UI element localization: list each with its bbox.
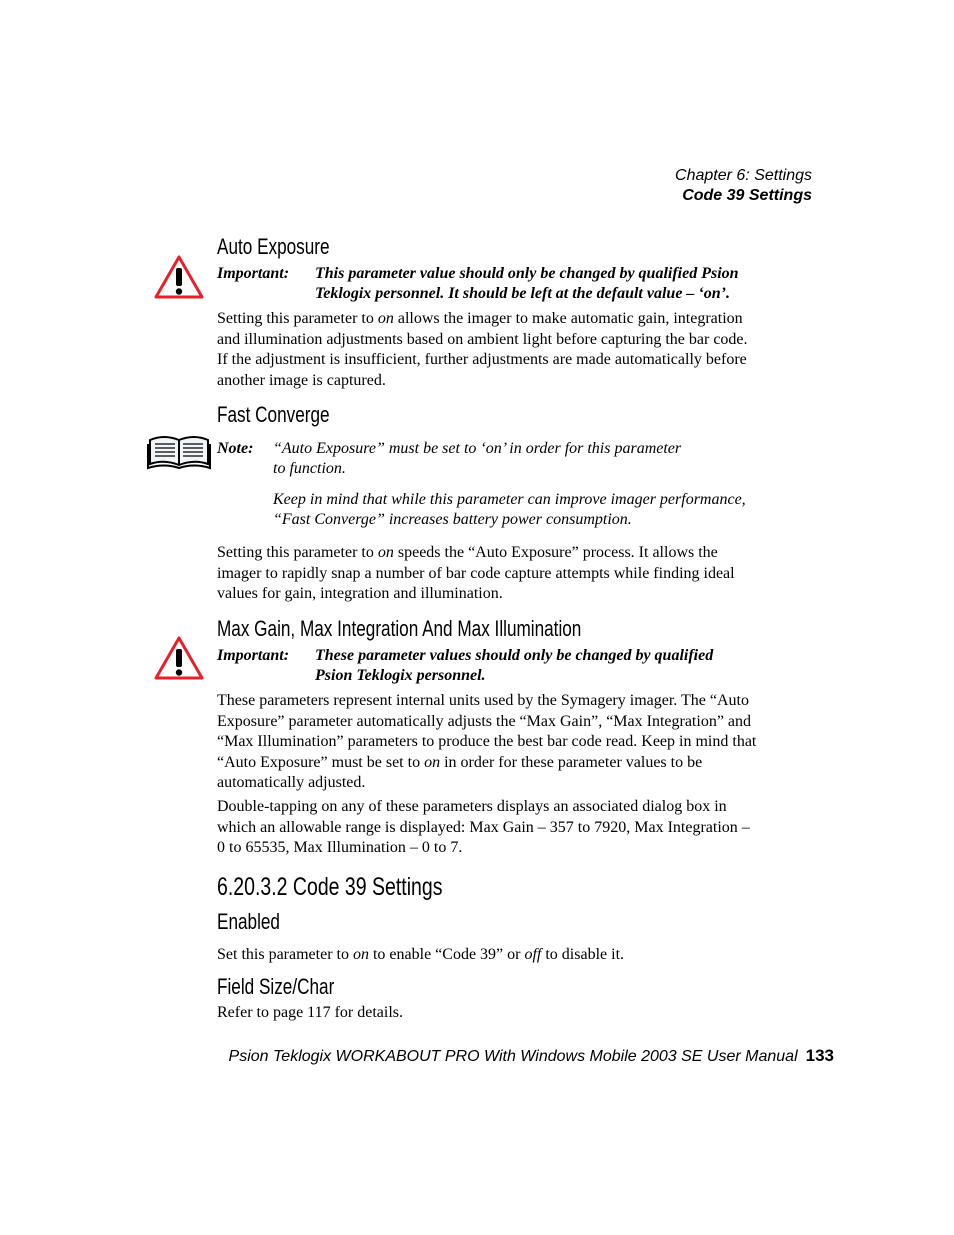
important-text: These parameter values should only be changed by qualified Psion Teklogix personnel. (315, 647, 714, 684)
page-number: 133 (805, 1046, 834, 1065)
important-line: Teklogix personnel. It should be left at the default value – ‘on’. (315, 285, 730, 302)
note-label: Note: (217, 440, 254, 457)
field-size-body: Refer to page 117 for details. (217, 1004, 404, 1021)
important-label: Important: (217, 647, 290, 664)
max-gain-body-1: These parameters represent internal units used by the Symagery imager. The “Auto Exposure” parameter automatically adjusts the “Max Gain”, “Max Integration” and “Max Illumination” parameters to produce the best bar code read. Keep in mind that “Auto Exposure” must be set to on in order for these parameter values to be automatically adjusted. (217, 692, 757, 791)
manual-title: Psion Teklogix WORKABOUT PRO With Windows Mobile 2003 SE User Manual (228, 1048, 798, 1065)
section-title: Code 39 Settings (682, 187, 812, 204)
warning-triangle-icon (153, 254, 205, 300)
important-text (315, 264, 785, 304)
page-footer (229, 1046, 834, 1067)
note-text: “Auto Exposure” must be set to ‘on’ in order for this parameter to function. Keep in mind that while this parameter can improve imager performance, “Fast Converge” increases battery power consumption. (273, 440, 746, 528)
chapter-title: Chapter 6: Settings (675, 167, 812, 184)
max-gain-body-2: Double-tapping on any of these parameters displays an associated dialog box in which an allowable range is displayed: Max Gain – 357 to 7920, Max Integration – 0 to 65535, Max Illumination – 0 to 7. (217, 798, 750, 856)
heading-code39-settings: 6.20.3.2 Code 39 Settings (217, 873, 443, 901)
heading-fast-converge: Fast Converge (217, 402, 330, 427)
auto-exposure-body: Setting this parameter to on allows the imager to make automatic gain, integration and illumination adjustments based on ambient light before capturing the bar code. If the adjustment is insufficient, further adjustments are made automatically before another image is captured. (217, 310, 748, 389)
open-book-icon (146, 434, 212, 470)
running-header (675, 166, 812, 206)
fast-converge-body: Setting this parameter to on speeds the “Auto Exposure” process. It allows the imager to rapidly snap a number of bar code capture attempts while finding ideal values for gain, integration and illumination. (217, 544, 735, 602)
heading-enabled: Enabled (217, 909, 280, 934)
warning-triangle-icon (153, 635, 205, 681)
important-line: This parameter value should only be changed by qualified Psion (315, 265, 739, 282)
heading-max-gain: Max Gain, Max Integration And Max Illumination (217, 616, 582, 641)
enabled-body: Set this parameter to on to enable “Code 39” or off to disable it. (217, 946, 625, 963)
important-label: Important: (217, 265, 290, 282)
heading-auto-exposure: Auto Exposure (217, 234, 330, 259)
heading-field-size: Field Size/Char (217, 974, 335, 999)
